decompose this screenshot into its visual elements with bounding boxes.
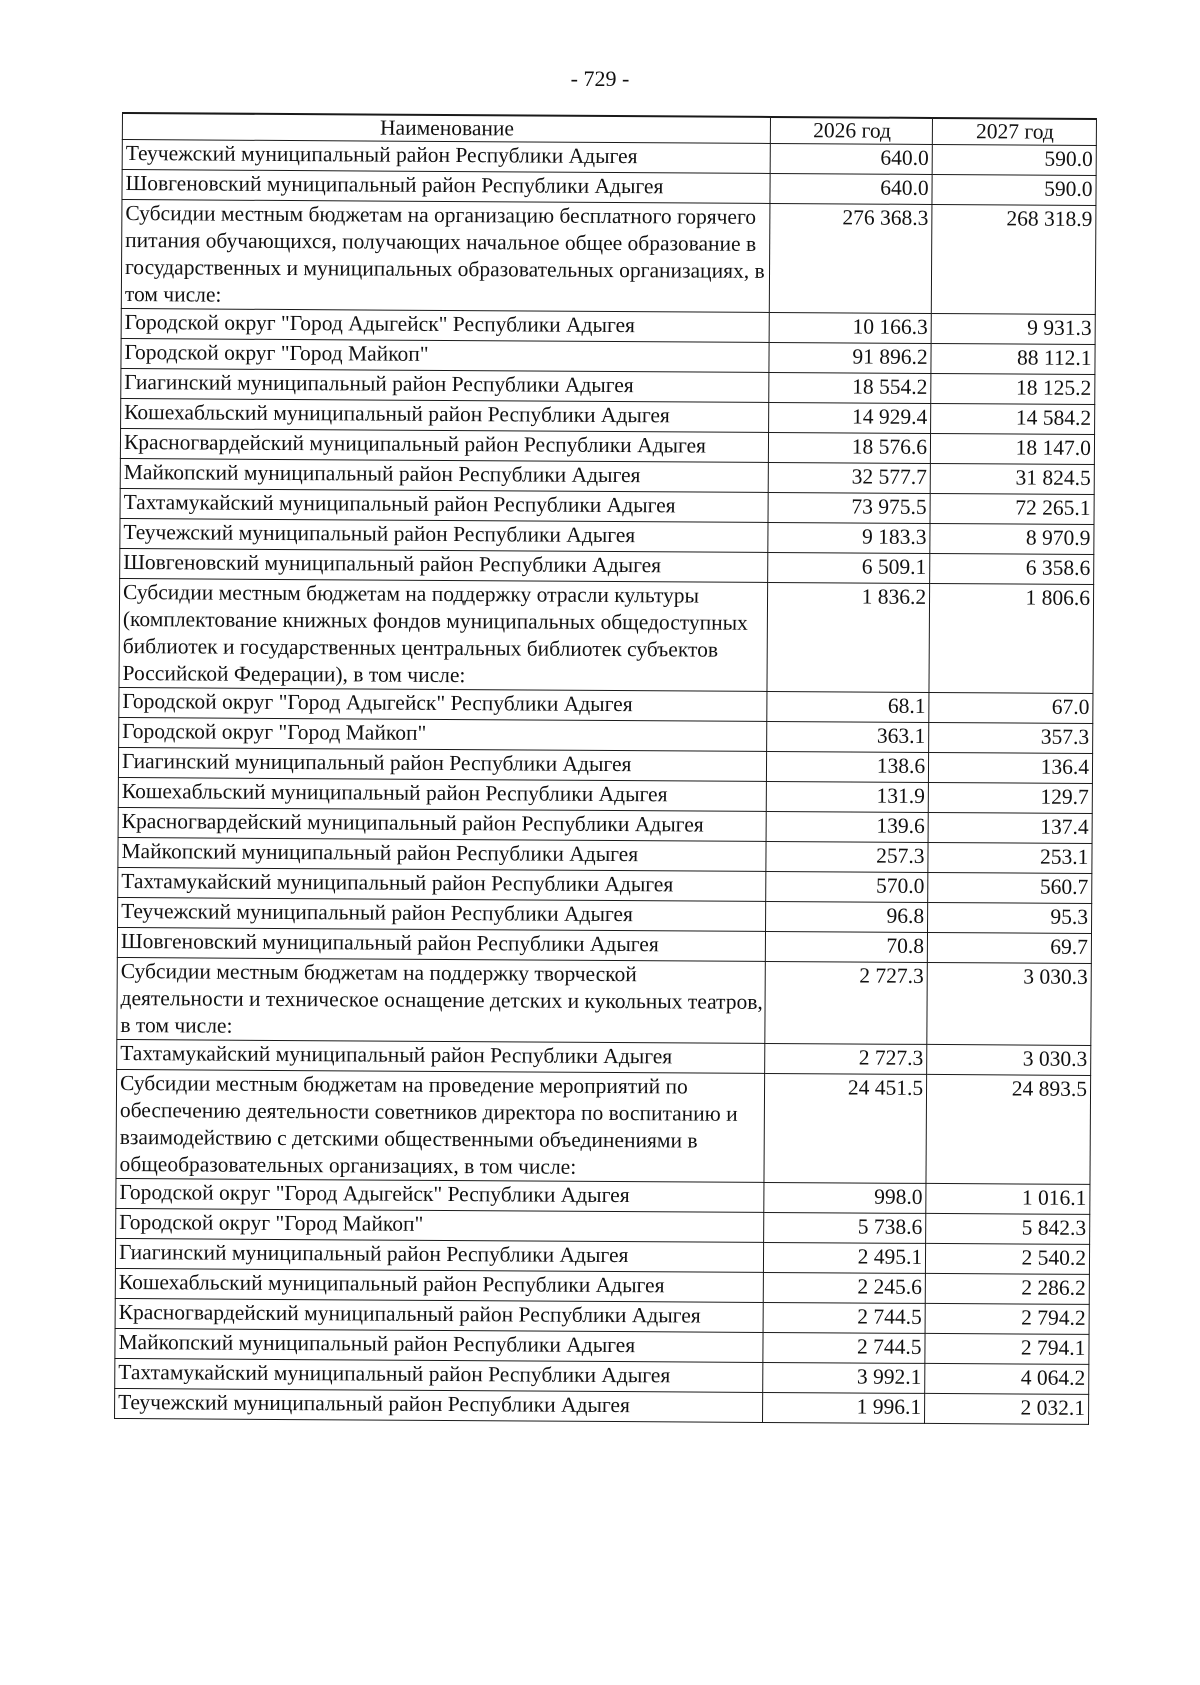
row-value-2026: 138.6 bbox=[767, 751, 929, 782]
row-value-2026: 1 836.2 bbox=[767, 582, 930, 692]
row-value-2026: 91 896.2 bbox=[769, 342, 931, 373]
row-value-2027: 268 318.9 bbox=[931, 204, 1096, 314]
row-value-2027: 1 016.1 bbox=[926, 1183, 1090, 1214]
row-value-2026: 5 738.6 bbox=[764, 1212, 926, 1243]
row-value-2027: 590.0 bbox=[932, 174, 1096, 205]
row-value-2027: 253.1 bbox=[928, 842, 1092, 873]
row-value-2026: 640.0 bbox=[770, 143, 932, 174]
header-name: Наименование bbox=[122, 113, 770, 143]
budget-table bbox=[114, 112, 1097, 1425]
row-name: Красногвардейский муниципальный район Республики Адыгея bbox=[120, 428, 768, 462]
row-name: Тахтамукайский муниципальный район Республики Адыгея bbox=[118, 867, 766, 901]
row-value-2027: 72 265.1 bbox=[930, 493, 1094, 524]
row-name: Тахтамукайский муниципальный район Республики Адыгея bbox=[117, 1039, 765, 1073]
table-body bbox=[115, 140, 1097, 1425]
row-value-2026: 24 451.5 bbox=[764, 1073, 927, 1183]
row-name: Субсидии местным бюджетам на организацию бесплатного горячего питания обучающихся, получающих начальное общее образование в государственных и муниципальных образовательных организациях, в том числе: bbox=[121, 200, 770, 313]
row-value-2027: 9 931.3 bbox=[931, 313, 1095, 344]
row-value-2027: 18 125.2 bbox=[931, 373, 1095, 404]
row-value-2027: 2 286.2 bbox=[925, 1273, 1089, 1304]
row-value-2027: 2 794.1 bbox=[925, 1333, 1089, 1364]
row-value-2027: 2 540.2 bbox=[926, 1243, 1090, 1274]
row-name: Городской округ "Город Майкоп" bbox=[121, 338, 769, 372]
row-name: Городской округ "Город Адыгейск" Республики Адыгея bbox=[119, 687, 767, 721]
row-value-2026: 2 727.3 bbox=[765, 961, 927, 1044]
row-value-2027: 14 584.2 bbox=[931, 403, 1095, 434]
row-name: Субсидии местным бюджетам на поддержку отрасли культуры (комплектование книжных фондов муниципальных общедоступных библиотек и государственных центральных библиотек субъектов Российской Федерации), в том числе: bbox=[119, 578, 768, 691]
row-name: Красногвардейский муниципальный район Республики Адыгея bbox=[118, 807, 766, 841]
row-value-2026: 2 727.3 bbox=[765, 1043, 927, 1074]
row-value-2026: 640.0 bbox=[770, 173, 932, 204]
row-value-2027: 2 032.1 bbox=[925, 1393, 1089, 1424]
row-name: Городской округ "Город Майкоп" bbox=[119, 717, 767, 751]
row-name: Городской округ "Город Адыгейск" Республики Адыгея bbox=[116, 1178, 764, 1212]
row-value-2026: 73 975.5 bbox=[768, 492, 930, 523]
row-name: Гиагинский муниципальный район Республики Адыгея bbox=[115, 1238, 763, 1272]
row-value-2026: 276 368.3 bbox=[770, 203, 933, 313]
row-name: Городской округ "Город Майкоп" bbox=[116, 1208, 764, 1242]
table-row bbox=[117, 957, 1091, 1045]
table-row bbox=[119, 578, 1094, 693]
row-name: Майкопский муниципальный район Республики Адыгея bbox=[115, 1328, 763, 1362]
row-name: Теучежский муниципальный район Республики Адыгея bbox=[120, 518, 768, 552]
row-value-2026: 9 183.3 bbox=[768, 522, 930, 553]
row-value-2027: 137.4 bbox=[928, 812, 1092, 843]
row-value-2026: 2 744.5 bbox=[763, 1332, 925, 1363]
row-value-2026: 18 576.6 bbox=[769, 432, 931, 463]
header-year-2027: 2027 год bbox=[932, 118, 1096, 146]
row-value-2027: 88 112.1 bbox=[931, 343, 1095, 374]
row-name: Кошехабльский муниципальный район Республики Адыгея bbox=[121, 398, 769, 432]
row-value-2026: 257.3 bbox=[766, 841, 928, 872]
row-value-2027: 95.3 bbox=[928, 902, 1092, 933]
row-value-2026: 68.1 bbox=[767, 691, 929, 722]
row-name: Кошехабльский муниципальный район Республики Адыгея bbox=[118, 777, 766, 811]
row-value-2027: 5 842.3 bbox=[926, 1213, 1090, 1244]
row-value-2027: 18 147.0 bbox=[930, 433, 1094, 464]
row-value-2027: 24 893.5 bbox=[926, 1074, 1091, 1184]
row-value-2026: 18 554.2 bbox=[769, 372, 931, 403]
row-value-2026: 1 996.1 bbox=[763, 1392, 925, 1423]
row-value-2027: 8 970.9 bbox=[930, 523, 1094, 554]
row-value-2027: 129.7 bbox=[928, 782, 1092, 813]
row-name: Шовгеновский муниципальный район Республики Адыгея bbox=[117, 927, 765, 961]
row-name: Красногвардейский муниципальный район Республики Адыгея bbox=[115, 1298, 763, 1332]
row-value-2026: 32 577.7 bbox=[768, 462, 930, 493]
row-value-2026: 363.1 bbox=[767, 721, 929, 752]
row-name: Шовгеновский муниципальный район Республики Адыгея bbox=[122, 170, 770, 204]
row-value-2026: 570.0 bbox=[766, 871, 928, 902]
row-value-2026: 2 495.1 bbox=[764, 1242, 926, 1273]
row-value-2027: 69.7 bbox=[927, 932, 1091, 963]
row-name: Теучежский муниципальный район Республики Адыгея bbox=[115, 1388, 763, 1422]
row-value-2026: 2 744.5 bbox=[763, 1302, 925, 1333]
row-name: Городской округ "Город Адыгейск" Республики Адыгея bbox=[121, 308, 769, 342]
row-value-2026: 70.8 bbox=[766, 931, 928, 962]
row-value-2027: 67.0 bbox=[929, 692, 1093, 723]
row-name: Гиагинский муниципальный район Республики Адыгея bbox=[121, 368, 769, 402]
row-value-2027: 31 824.5 bbox=[930, 463, 1094, 494]
row-value-2027: 357.3 bbox=[929, 722, 1093, 753]
row-name: Субсидии местным бюджетам на поддержку творческой деятельности и техническое оснащение детских и кукольных театров, в том числе: bbox=[117, 957, 766, 1043]
row-value-2027: 560.7 bbox=[928, 872, 1092, 903]
row-value-2027: 136.4 bbox=[929, 752, 1093, 783]
row-name: Тахтамукайский муниципальный район Республики Адыгея bbox=[115, 1358, 763, 1392]
table-row bbox=[116, 1069, 1091, 1184]
row-name: Субсидии местным бюджетам на проведение мероприятий по обеспечению деятельности советников директора по воспитанию и взаимодействию с детскими общественными объединениями в общеобразовательных организациях, в том числе: bbox=[116, 1069, 765, 1182]
row-name: Тахтамукайский муниципальный район Республики Адыгея bbox=[120, 488, 768, 522]
row-value-2026: 10 166.3 bbox=[769, 312, 931, 343]
row-value-2026: 96.8 bbox=[766, 901, 928, 932]
row-name: Теучежский муниципальный район Республики Адыгея bbox=[118, 897, 766, 931]
row-value-2026: 14 929.4 bbox=[769, 402, 931, 433]
table-row bbox=[115, 1388, 1089, 1424]
budget-table-container bbox=[114, 112, 1097, 1425]
row-value-2027: 2 794.2 bbox=[925, 1303, 1089, 1334]
row-name: Кошехабльский муниципальный район Республики Адыгея bbox=[115, 1268, 763, 1302]
row-value-2027: 4 064.2 bbox=[925, 1363, 1089, 1394]
row-value-2026: 6 509.1 bbox=[768, 552, 930, 583]
row-name: Гиагинский муниципальный район Республики Адыгея bbox=[118, 747, 766, 781]
row-value-2026: 2 245.6 bbox=[763, 1272, 925, 1303]
row-value-2027: 3 030.3 bbox=[927, 962, 1091, 1045]
row-value-2026: 998.0 bbox=[764, 1182, 926, 1213]
row-value-2027: 590.0 bbox=[932, 144, 1096, 175]
table-row bbox=[121, 200, 1096, 315]
row-value-2027: 6 358.6 bbox=[930, 553, 1094, 584]
row-name: Майкопский муниципальный район Республики Адыгея bbox=[120, 458, 768, 492]
row-value-2027: 1 806.6 bbox=[929, 583, 1094, 693]
header-year-2026: 2026 год bbox=[771, 117, 933, 144]
row-value-2026: 3 992.1 bbox=[763, 1362, 925, 1393]
page-number: - 729 - bbox=[570, 66, 630, 91]
row-name: Майкопский муниципальный район Республики Адыгея bbox=[118, 837, 766, 871]
row-value-2027: 3 030.3 bbox=[927, 1044, 1091, 1075]
row-name: Теучежский муниципальный район Республики Адыгея bbox=[122, 140, 770, 174]
row-name: Шовгеновский муниципальный район Республики Адыгея bbox=[120, 548, 768, 582]
row-value-2026: 139.6 bbox=[766, 811, 928, 842]
row-value-2026: 131.9 bbox=[766, 781, 928, 812]
